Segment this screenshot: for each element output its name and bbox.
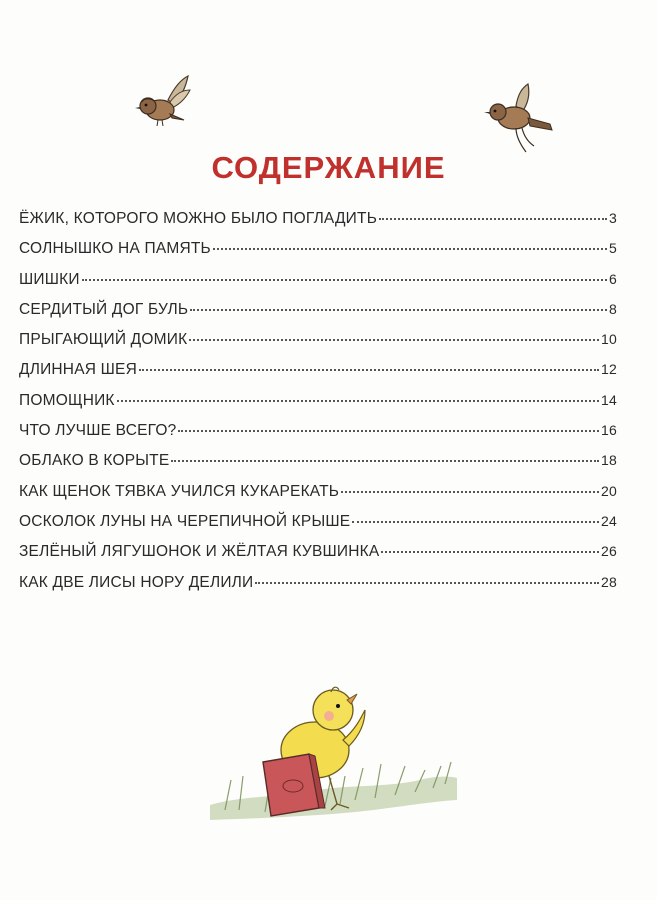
toc-entry[interactable] <box>19 422 617 452</box>
toc-leader-dots <box>255 582 599 584</box>
toc-entry-page: 6 <box>609 270 617 287</box>
toc-entry-title: СОЛНЫШКО НА ПАМЯТЬ <box>19 240 211 258</box>
toc-entry-title: ЁЖИК, КОТОРОГО МОЖНО БЫЛО ПОГЛАДИТЬ <box>19 210 378 227</box>
sparrow-left-icon <box>130 70 194 134</box>
chick-with-book-icon <box>205 680 460 830</box>
toc-entry[interactable] <box>19 361 617 391</box>
toc-entry-title: КАК ДВЕ ЛИСЫ НОРУ ДЕЛИЛИ <box>19 573 254 591</box>
toc-entry-page: 3 <box>609 210 617 226</box>
toc-entry-page: 20 <box>601 482 617 499</box>
toc-entry[interactable] <box>19 392 617 422</box>
toc-entry-title: ПРЫГАЮЩИЙ ДОМИК <box>19 331 188 349</box>
toc-entry[interactable] <box>19 271 617 301</box>
toc-entry-page: 5 <box>609 240 617 257</box>
toc-entry-title: ПОМОЩНИК <box>19 391 115 409</box>
toc-entry[interactable] <box>19 331 617 361</box>
toc-entry-title: КАК ЩЕНОК ТЯВКА УЧИЛСЯ КУКАРЕКАТЬ <box>19 482 340 500</box>
toc-entry-page: 28 <box>601 573 617 590</box>
toc-leader-dots <box>213 248 607 250</box>
toc-entry-title: ДЛИННАЯ ШЕЯ <box>19 361 137 379</box>
toc-leader-dots <box>190 309 607 311</box>
toc-leader-dots <box>189 339 599 341</box>
toc-entry[interactable] <box>19 574 617 604</box>
toc-entry-page: 12 <box>601 361 617 378</box>
toc-entry-page: 14 <box>601 391 617 408</box>
toc-leader-dots <box>82 279 607 281</box>
toc-entry-title: СЕРДИТЫЙ ДОГ БУЛЬ <box>19 300 189 318</box>
toc-entry-page: 24 <box>601 512 617 529</box>
toc-entry[interactable] <box>19 483 617 513</box>
table-of-contents <box>19 210 617 604</box>
toc-entry-page: 8 <box>609 300 617 317</box>
toc-entry-title: ЧТО ЛУЧШЕ ВСЕГО? <box>19 422 177 440</box>
toc-entry[interactable] <box>19 210 617 240</box>
toc-leader-dots <box>352 521 599 523</box>
toc-leader-dots <box>341 491 599 493</box>
toc-leader-dots <box>381 551 599 553</box>
toc-leader-dots <box>178 430 599 432</box>
page-title: СОДЕРЖАНИЕ <box>211 150 446 185</box>
toc-entry-page: 10 <box>601 331 617 348</box>
toc-entry-page: 26 <box>601 543 617 560</box>
toc-leader-dots <box>379 218 607 220</box>
toc-entry-title: ОБЛАКО В КОРЫТЕ <box>19 452 170 470</box>
toc-leader-dots <box>117 400 599 402</box>
toc-entry[interactable] <box>19 301 617 331</box>
toc-entry-page: 16 <box>601 422 617 439</box>
toc-entry-title: ШИШКИ <box>19 270 80 288</box>
toc-entry[interactable] <box>19 240 617 270</box>
toc-leader-dots <box>171 460 599 462</box>
toc-entry[interactable] <box>19 543 617 573</box>
toc-entry-title: ОСКОЛОК ЛУНЫ НА ЧЕРЕПИЧНОЙ КРЫШЕ <box>19 512 351 530</box>
toc-leader-dots <box>139 369 599 371</box>
toc-entry[interactable] <box>19 513 617 543</box>
toc-entry-title: ЗЕЛЁНЫЙ ЛЯГУШОНОК И ЖЁЛТАЯ КУВШИНКА <box>19 543 380 561</box>
toc-entry[interactable] <box>19 452 617 482</box>
toc-entry-page: 18 <box>601 452 617 469</box>
